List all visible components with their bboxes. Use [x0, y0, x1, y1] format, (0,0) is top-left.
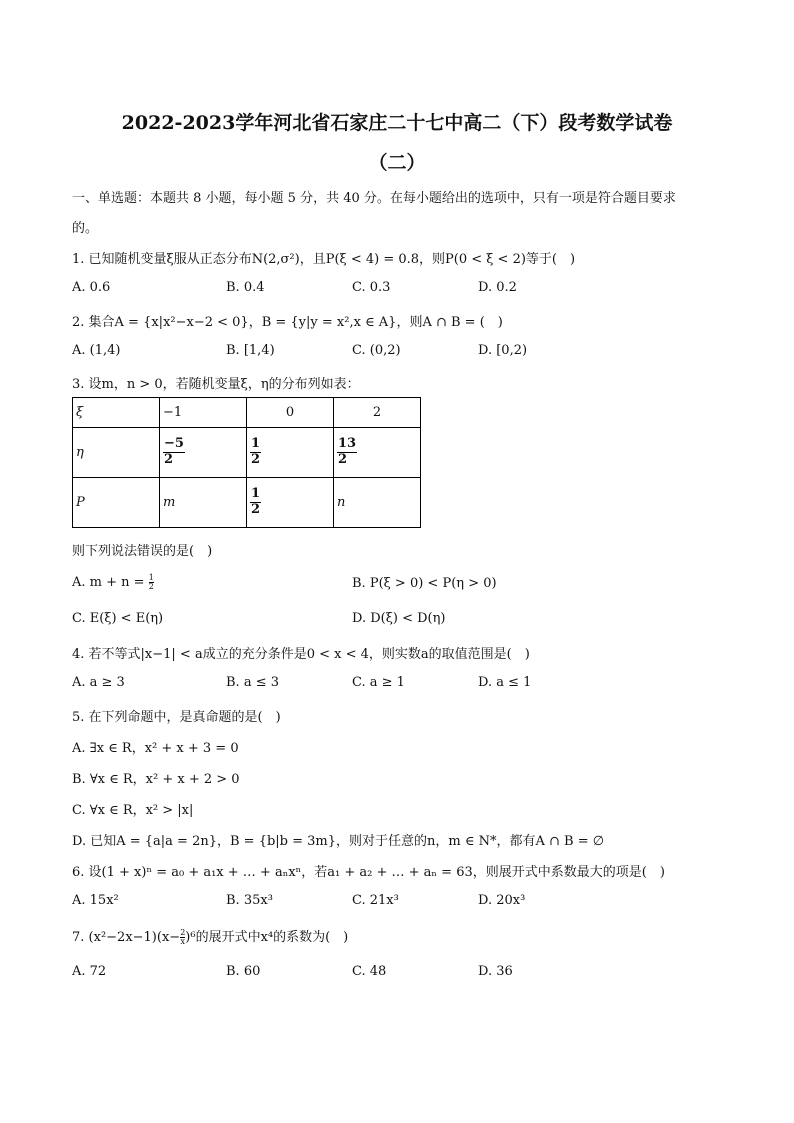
table-cell	[247, 478, 334, 528]
fraction-denominator: 2	[338, 452, 348, 467]
fraction	[250, 437, 261, 468]
fraction-numerator: 1	[251, 436, 261, 452]
table-cell	[160, 428, 247, 478]
question-4-stem: 4. 若不等式|x−1| < a成立的充分条件是0 < x < 4，则实数a的取值范围是( )	[72, 647, 530, 662]
fraction	[163, 437, 185, 468]
question-7-option-b: B. 60	[226, 964, 261, 979]
question-5-option-c: C. ∀x ∈ R，x² > |x|	[72, 803, 194, 818]
table-cell	[334, 428, 421, 478]
question-1-option-c: C. 0.3	[352, 280, 391, 295]
question-3-prompt: 则下列说法错误的是( )	[72, 544, 213, 559]
table-cell: 2	[334, 398, 421, 428]
question-6-stem: 6. 设(1 + x)ⁿ = a₀ + a₁x + … + aₙxⁿ，若a₁ + a₂ + … + aₙ = 63，则展开式中系数最大的项是( )	[72, 865, 665, 880]
question-7-option-d: D. 36	[478, 964, 513, 979]
question-7-stem: 7. (x²−2x−1)(x− $\frac{2}{x}$ )⁶的展开式中x⁴的系数为( )	[72, 928, 349, 946]
question-4-option-c: C. a ≥ 1	[352, 675, 405, 690]
fraction-denominator: 2	[251, 502, 261, 517]
question-6-option-d: D. 20x³	[478, 893, 526, 908]
fraction: $\frac{2}{x}$	[180, 928, 186, 946]
section-instruction-cont: 的。	[72, 221, 99, 236]
question-3-option-b: B. P(ξ > 0) < P(η > 0)	[352, 576, 497, 591]
fraction: $\frac{1}{2}$	[148, 573, 154, 591]
question-7-option-a: A. 72	[72, 964, 107, 979]
table-cell	[247, 428, 334, 478]
question-3-option-a: A. m + n = $\frac{1}{2}$	[72, 573, 154, 591]
question-3-option-c: C. E(ξ) < E(η)	[72, 611, 164, 626]
question-1-option-b: B. 0.4	[226, 280, 265, 295]
question-1-stem: 1. 已知随机变量ξ服从正态分布N(2,σ²)，且P(ξ < 4) = 0.8，则P(0 < ξ < 2)等于( )	[72, 252, 576, 267]
question-2-option-d: D. [0,2)	[478, 343, 528, 358]
table-cell: 0	[247, 398, 334, 428]
question-5-option-b: B. ∀x ∈ R，x² + x + 2 > 0	[72, 772, 240, 787]
question-7-option-c: C. 48	[352, 964, 387, 979]
table-cell: η	[73, 428, 160, 478]
question-5-option-a: A. ∃x ∈ R，x² + x + 3 = 0	[72, 741, 239, 756]
fraction-denominator: 2	[164, 452, 174, 467]
question-2-option-b: B. [1,4)	[226, 343, 275, 358]
section-instruction: 一、单选题：本题共 8 小题，每小题 5 分，共 40 分。在每小题给出的选项中，只有一项是符合题目要求	[72, 191, 676, 206]
fraction-numerator: 1	[251, 486, 261, 502]
table-cell: −1	[160, 398, 247, 428]
question-6-option-a: A. 15x²	[72, 893, 119, 908]
question-2-option-c: C. (0,2)	[352, 343, 401, 358]
fraction-numerator: 13	[338, 436, 357, 452]
question-3-stem: 3. 设m，n > 0，若随机变量ξ，η的分布列如表：	[72, 377, 360, 392]
question-5-stem: 5. 在下列命题中，是真命题的是( )	[72, 710, 281, 725]
question-6-option-b: B. 35x³	[226, 893, 273, 908]
fraction	[250, 487, 261, 518]
page-subtitle: （二）	[368, 152, 426, 174]
table-cell: P	[73, 478, 160, 528]
table-cell: ξ	[73, 398, 160, 428]
question-6-option-c: C. 21x³	[352, 893, 399, 908]
question-4-option-b: B. a ≤ 3	[226, 675, 279, 690]
fraction-denominator: 2	[251, 452, 261, 467]
question-4-option-a: A. a ≥ 3	[72, 675, 125, 690]
question-5-option-d: D. 已知A = {a|a = 2n}，B = {b|b = 3m}，则对于任意的n，m ∈ N*，都有A ∩ B = ∅	[72, 834, 605, 849]
fraction	[337, 437, 357, 468]
question-2-option-a: A. (1,4)	[72, 343, 121, 358]
table-cell: n	[334, 478, 421, 528]
question-2-stem: 2. 集合A = {x|x²−x−2 < 0}，B = {y|y = x²,x ∈ A}，则A ∩ B = ( )	[72, 315, 503, 330]
page-title: 2022-2023学年河北省石家庄二十七中高二（下）段考数学试卷	[121, 112, 673, 134]
fraction-numerator: −5	[164, 436, 184, 452]
distribution-table	[72, 397, 421, 528]
question-4-option-d: D. a ≤ 1	[478, 675, 532, 690]
question-1-option-d: D. 0.2	[478, 280, 517, 295]
question-1-option-a: A. 0.6	[72, 280, 111, 295]
table-cell: m	[160, 478, 247, 528]
question-3-option-d: D. D(ξ) < D(η)	[352, 611, 446, 626]
